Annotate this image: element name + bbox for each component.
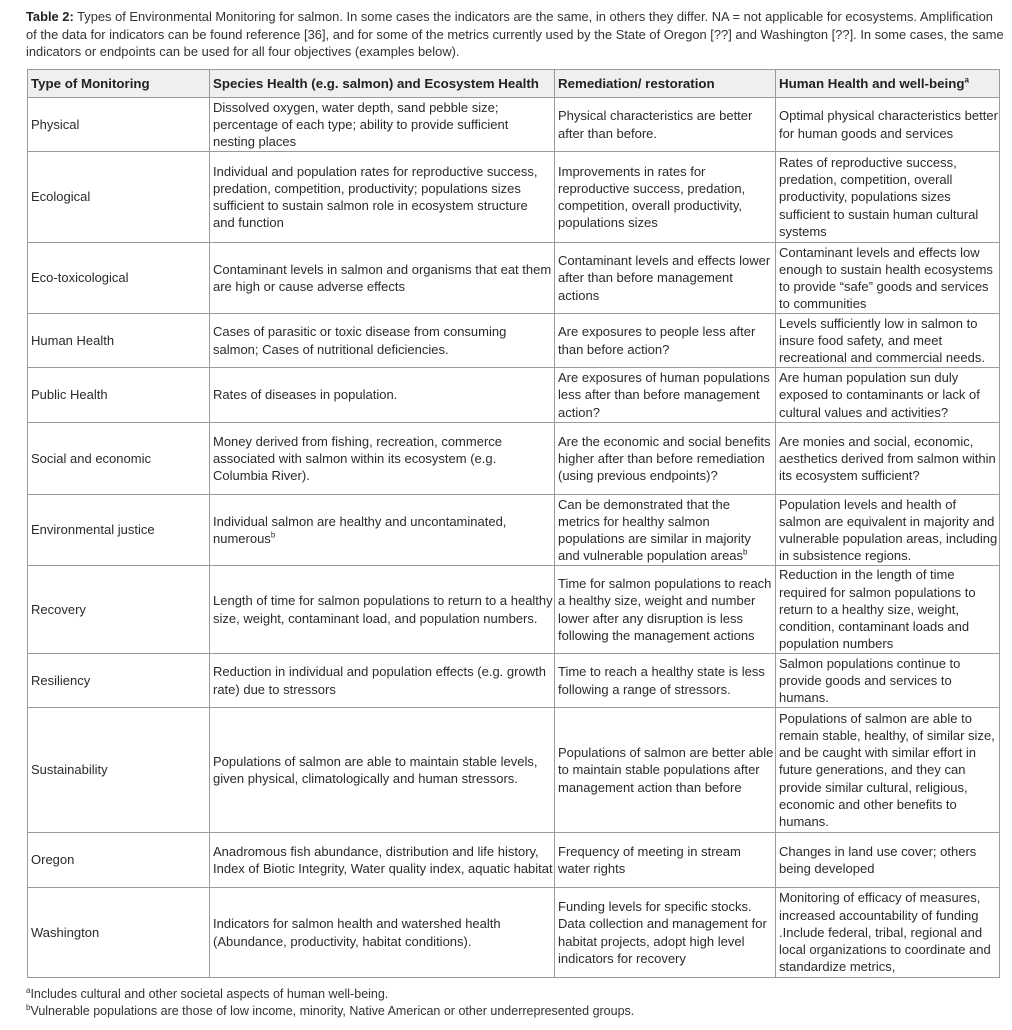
cell-text: Individual and population rates for reproductive success, predation, competition, productivity; populations sizes sufficient to sustain salmon role in ecosystem structure and function bbox=[213, 163, 538, 231]
table-row bbox=[28, 888, 1000, 978]
cell-text: Are exposures of human populations less after than before management action? bbox=[558, 370, 770, 420]
cell-text: Reduction in the length of time required for salmon populations to return to a healthy size, weight, condition, contaminant loads and population numbers bbox=[779, 567, 976, 652]
table-cell bbox=[210, 654, 555, 708]
monitoring-table bbox=[27, 69, 1000, 978]
cell-text: Dissolved oxygen, water depth, sand pebble size; percentage of each type; ability to provide sufficient nesting places bbox=[213, 99, 509, 150]
cell-text: Levels sufficiently low in salmon to insure food safety, and meet recreational and commercial needs. bbox=[779, 315, 985, 366]
table-row bbox=[28, 98, 1000, 152]
row-label-cell bbox=[28, 314, 210, 368]
table-cell bbox=[776, 566, 1000, 654]
column-header-label: Type of Monitoring bbox=[31, 75, 150, 91]
row-label: Eco-toxicological bbox=[31, 270, 129, 286]
row-label-cell bbox=[28, 368, 210, 423]
row-label-cell bbox=[28, 152, 210, 243]
row-label: Physical bbox=[31, 116, 80, 132]
row-label-cell bbox=[28, 423, 210, 495]
cell-text: Optimal physical characteristics better for human goods and services bbox=[779, 108, 998, 141]
cell-text: Reduction in individual and population effects (e.g. growth rate) due to stressors bbox=[213, 664, 546, 697]
table-cell bbox=[776, 888, 1000, 978]
column-header-label: Species Health (e.g. salmon) and Ecosystem Health bbox=[213, 75, 539, 91]
table-cell bbox=[555, 314, 776, 368]
table-cell bbox=[776, 368, 1000, 423]
table-row bbox=[28, 423, 1000, 495]
table-cell bbox=[210, 888, 555, 978]
footnote-marker: b bbox=[26, 1002, 31, 1012]
cell-text: Time for salmon populations to reach a healthy size, weight and number lower after any disruption is less following the management actions bbox=[558, 576, 772, 643]
table-cell bbox=[210, 243, 555, 314]
column-header-label: Human Health and well-being bbox=[779, 75, 965, 91]
table-cell bbox=[776, 654, 1000, 708]
footnote-text: Includes cultural and other societal aspects of human well-being. bbox=[30, 987, 389, 1001]
table-caption bbox=[26, 8, 1006, 61]
table-cell bbox=[776, 98, 1000, 152]
cell-text: Are the economic and social benefits higher after than before remediation (using previous endpoints)? bbox=[558, 433, 771, 484]
row-label: Recovery bbox=[31, 601, 86, 617]
cell-text: Rates of reproductive success, predation, competition, overall productivity, populations sizes sufficient to sustain human cultural systems bbox=[779, 154, 979, 239]
cell-text: Are exposures to people less after than before action? bbox=[558, 324, 756, 357]
table-row bbox=[28, 368, 1000, 423]
table-cell bbox=[776, 495, 1000, 566]
table-row bbox=[28, 314, 1000, 368]
cell-text: Contaminant levels in salmon and organisms that eat them are high or cause adverse effects bbox=[213, 261, 552, 294]
cell-text: Are monies and social, economic, aesthetics derived from salmon within its ecosystem sufficient? bbox=[779, 433, 996, 484]
row-label-cell bbox=[28, 833, 210, 888]
cell-text: Population levels and health of salmon are equivalent in majority and vulnerable population areas, including in subsistence regions. bbox=[779, 496, 998, 564]
table-row bbox=[28, 566, 1000, 654]
footnote bbox=[26, 986, 1006, 1003]
cell-text: Populations of salmon are able to maintain stable levels, given physical, climatologically and human stressors. bbox=[213, 753, 538, 786]
table-cell bbox=[210, 495, 555, 566]
row-label-cell bbox=[28, 566, 210, 654]
table-cell bbox=[210, 423, 555, 495]
table-cell bbox=[776, 314, 1000, 368]
footnote-marker: a bbox=[26, 985, 31, 995]
column-header-label: Remediation/ restoration bbox=[558, 75, 715, 91]
cell-text: Can be demonstrated that the metrics for healthy salmon populations are similar in majority and vulnerable population areas bbox=[558, 496, 751, 564]
column-header bbox=[555, 70, 776, 98]
row-label-cell bbox=[28, 708, 210, 833]
table-cell bbox=[776, 833, 1000, 888]
column-header bbox=[210, 70, 555, 98]
table-row bbox=[28, 833, 1000, 888]
cell-text: Salmon populations continue to provide goods and services to humans. bbox=[779, 655, 961, 706]
cell-text: Individual salmon are healthy and uncontaminated, numerous bbox=[213, 513, 507, 546]
table-cell bbox=[555, 833, 776, 888]
cell-text: Money derived from fishing, recreation, commerce associated with salmon within its ecosystem (e.g. Columbia River). bbox=[213, 433, 503, 484]
table-row bbox=[28, 654, 1000, 708]
table-cell bbox=[210, 368, 555, 423]
table-cell bbox=[776, 423, 1000, 495]
table-cell bbox=[776, 708, 1000, 833]
cell-text: Monitoring of efficacy of measures, increased accountability of funding .Include federal, tribal, regional and local organizations to coordinate and standardize metrics, bbox=[779, 890, 991, 975]
cell-text: Are human population sun duly exposed to contaminants or lack of cultural values and activities? bbox=[779, 370, 980, 420]
cell-text: Rates of diseases in population. bbox=[213, 387, 398, 403]
cell-text: Improvements in rates for reproductive success, predation, competition, overall productivity, populations sizes bbox=[558, 163, 746, 231]
table-cell bbox=[555, 98, 776, 152]
table-row bbox=[28, 152, 1000, 243]
cell-text: Populations of salmon are able to remain stable, healthy, of similar size, and be caught with similar effort in future generations, and they can provide similar cultural, religious, economic and other benefits to humans. bbox=[779, 710, 995, 829]
table-header-row bbox=[28, 70, 1000, 98]
table-cell bbox=[210, 152, 555, 243]
row-label-cell bbox=[28, 98, 210, 152]
footnote-marker: b bbox=[743, 547, 748, 557]
table-row bbox=[28, 243, 1000, 314]
table-cell bbox=[555, 708, 776, 833]
table-row bbox=[28, 495, 1000, 566]
table-cell bbox=[210, 708, 555, 833]
table-cell bbox=[555, 243, 776, 314]
table-footnotes bbox=[26, 986, 1006, 1020]
row-label: Washington bbox=[31, 924, 100, 940]
table-cell bbox=[555, 152, 776, 243]
cell-text: Indicators for salmon health and watershed health (Abundance, productivity, habitat conditions). bbox=[213, 916, 501, 949]
table-cell bbox=[555, 654, 776, 708]
cell-text: Funding levels for specific stocks. Data collection and management for habitat projects, adopt high level indicators for recovery bbox=[558, 899, 767, 966]
cell-text: Cases of parasitic or toxic disease from consuming salmon; Cases of nutritional deficiencies. bbox=[213, 324, 507, 357]
table-cell bbox=[210, 314, 555, 368]
table-cell bbox=[555, 566, 776, 654]
row-label: Human Health bbox=[31, 332, 115, 348]
table-cell bbox=[555, 495, 776, 566]
cell-text: Time to reach a healthy state is less following a range of stressors. bbox=[558, 664, 765, 697]
table-cell bbox=[210, 833, 555, 888]
caption-label: Table 2: bbox=[26, 9, 74, 24]
row-label: Public Health bbox=[31, 387, 108, 403]
row-label: Environmental justice bbox=[31, 522, 155, 538]
footnote-marker: a bbox=[964, 75, 969, 85]
row-label-cell bbox=[28, 243, 210, 314]
column-header bbox=[28, 70, 210, 98]
row-label: Social and economic bbox=[31, 450, 151, 466]
row-label-cell bbox=[28, 654, 210, 708]
row-label: Sustainability bbox=[31, 762, 108, 778]
row-label-cell bbox=[28, 888, 210, 978]
row-label: Resiliency bbox=[31, 672, 91, 688]
row-label: Oregon bbox=[31, 852, 75, 868]
caption-text: Types of Environmental Monitoring for salmon. In some cases the indicators are the same, in others they differ. NA = not applicable for ecosystems. Amplification of the data for indicators can be found reference [36], and for some of the metrics currently used by the State of Oregon [??] and Washington [??]. In some cases, the same indicators or endpoints can be used for all four objectives (examples below). bbox=[26, 9, 1004, 59]
cell-text: Length of time for salmon populations to return to a healthy size, weight, contaminant load, and population numbers. bbox=[213, 593, 553, 626]
cell-text: Contaminant levels and effects lower after than before management actions bbox=[558, 253, 771, 303]
cell-text: Changes in land use cover; others being developed bbox=[779, 843, 977, 876]
footnote-marker: b bbox=[270, 530, 276, 540]
table-cell bbox=[210, 98, 555, 152]
cell-text: Anadromous fish abundance, distribution and life history, Index of Biotic Integrity, Water quality index, aquatic habitat bbox=[213, 843, 553, 876]
table-cell bbox=[555, 423, 776, 495]
cell-text: Physical characteristics are better after than before. bbox=[558, 108, 753, 141]
row-label: Ecological bbox=[31, 189, 91, 205]
table-cell bbox=[555, 888, 776, 978]
footnote bbox=[26, 1003, 1006, 1020]
footnote-text: Vulnerable populations are those of low income, minority, Native American or other underrepresented groups. bbox=[30, 1004, 635, 1018]
table-row bbox=[28, 708, 1000, 833]
table-cell bbox=[776, 243, 1000, 314]
table-cell bbox=[776, 152, 1000, 243]
cell-text: Frequency of meeting in stream water rights bbox=[558, 843, 741, 876]
cell-text: Populations of salmon are better able to maintain stable populations after management action than before bbox=[558, 745, 774, 795]
table-cell bbox=[555, 368, 776, 423]
row-label-cell bbox=[28, 495, 210, 566]
table-cell bbox=[210, 566, 555, 654]
column-header bbox=[776, 70, 1000, 98]
cell-text: Contaminant levels and effects low enough to sustain health ecosystems to provide “safe” goods and services to communities bbox=[779, 244, 993, 312]
